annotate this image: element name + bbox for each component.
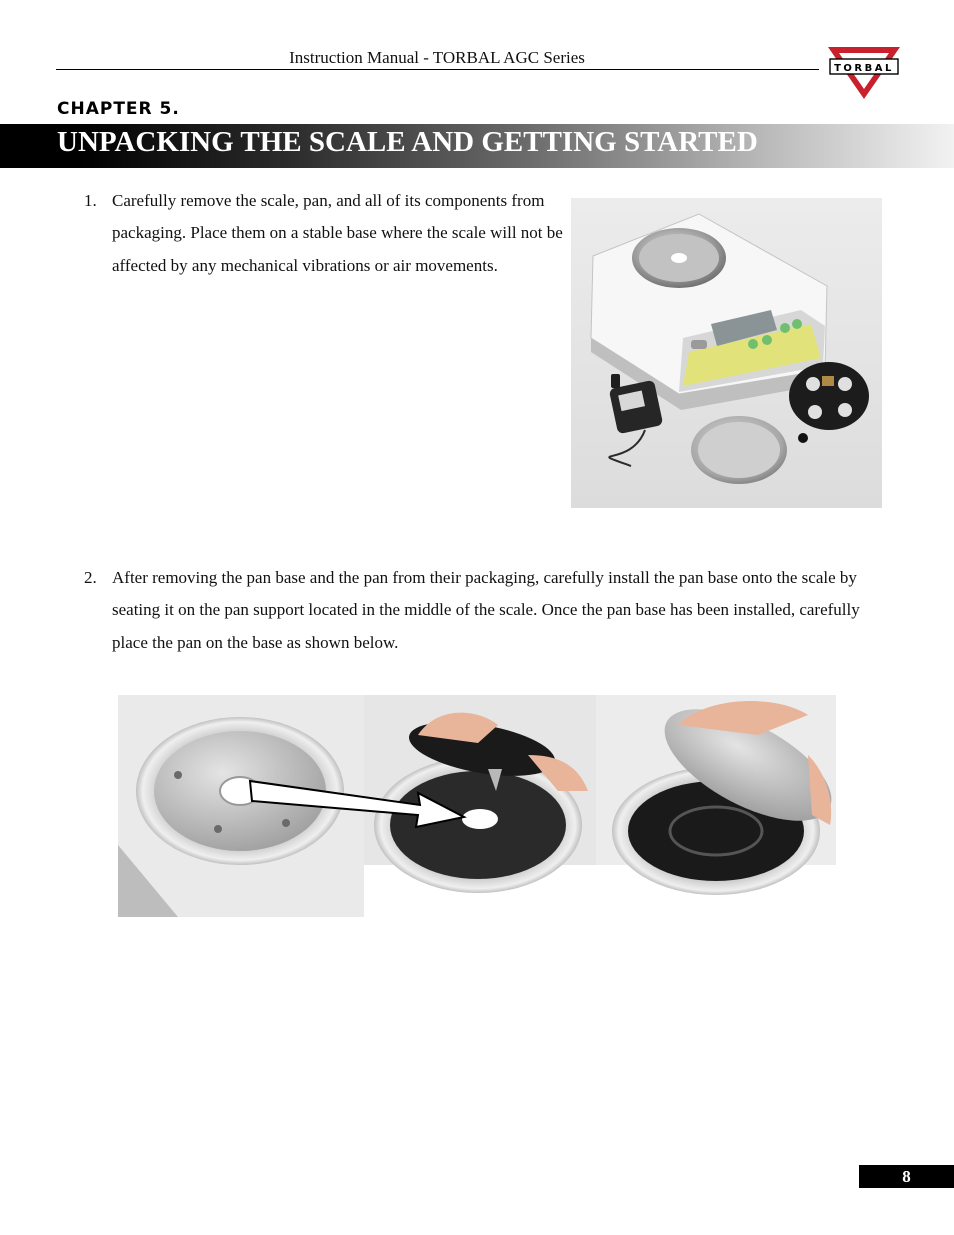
torbal-logo bbox=[826, 45, 902, 101]
chapter-title: UNPACKING THE SCALE AND GETTING STARTED bbox=[57, 126, 758, 158]
pan-installation-photos bbox=[118, 695, 836, 917]
page-number: 8 bbox=[859, 1165, 954, 1188]
logo-text: TORBAL bbox=[834, 63, 894, 74]
step-2-text: After removing the pan base and the pan from their packaging, carefully install the pan base onto the scale by seating it on the pan support located in the middle of the scale. Once the pan base has been installed, carefully place the pan on the base as shown below. bbox=[112, 568, 860, 652]
chapter-label: CHAPTER 5. bbox=[57, 99, 180, 119]
scale-components-photo bbox=[571, 198, 882, 508]
photo-place-pan bbox=[596, 695, 836, 917]
header-rule bbox=[56, 69, 819, 70]
header-title: Instruction Manual - TORBAL AGC Series bbox=[289, 48, 585, 67]
step-1-number: 1. bbox=[84, 191, 97, 210]
step-1-text: Carefully remove the scale, pan, and all of its components from packaging. Place them on a stable base where the scale will not be affected by any mechanical vibrations or air movements. bbox=[112, 191, 563, 275]
step-2-number: 2. bbox=[84, 568, 97, 587]
